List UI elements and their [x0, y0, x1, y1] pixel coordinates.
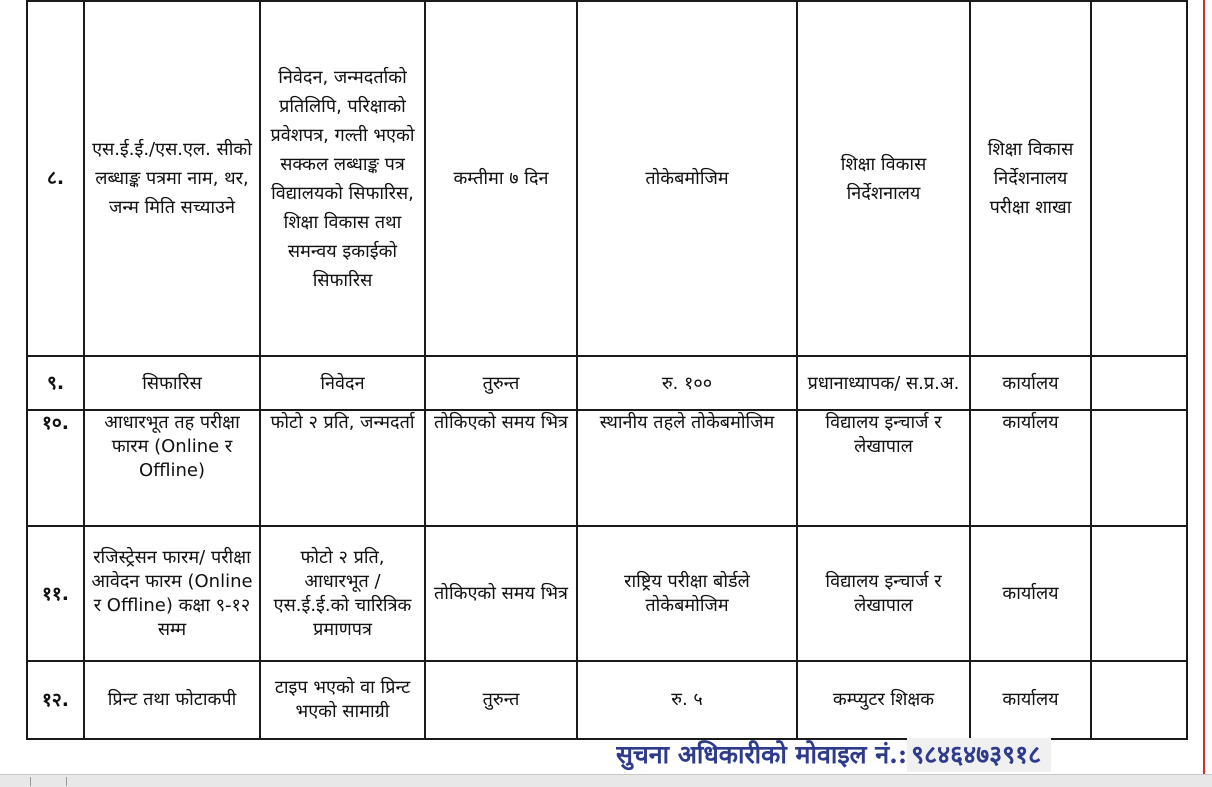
serial-number-cell: ११.: [27, 526, 84, 661]
table-row: [27, 526, 1187, 661]
official-cell: विद्यालय इन्चार्ज र लेखापाल: [797, 410, 970, 526]
office-cell: कार्यालय: [970, 356, 1091, 410]
fee-cell: रु. १००: [577, 356, 797, 410]
time-cell: तोकिएको समय भित्र: [425, 410, 577, 526]
remarks-cell: [1091, 1, 1187, 356]
remarks-cell: [1091, 356, 1187, 410]
table-row: [27, 410, 1187, 526]
time-cell: तुरुन्त: [425, 356, 577, 410]
documents-cell: निवेदन: [260, 356, 425, 410]
official-cell: शिक्षा विकास निर्देशनालय: [797, 1, 970, 356]
strip-tick: [30, 777, 31, 786]
service-cell: रजिस्ट्रेसन फारम/ परीक्षा आवेदन फारम (Online र Offline) कक्षा ९-१२ सम्म: [84, 526, 260, 661]
official-cell: प्रधानाध्यापक/ स.प्र.अ.: [797, 356, 970, 410]
strip-tick: [66, 777, 67, 786]
info-officer-phone: ९८४६४७३९१८: [907, 738, 1051, 772]
remarks-cell: [1091, 410, 1187, 526]
table-row: [27, 356, 1187, 410]
official-cell: कम्प्युटर शिक्षक: [797, 661, 970, 739]
documents-cell: फोटो २ प्रति, आधारभूत /एस.ई.ई.को चारित्रिक प्रमाणपत्र: [260, 526, 425, 661]
fee-cell: रु. ५: [577, 661, 797, 739]
time-cell: कम्तीमा ७ दिन: [425, 1, 577, 356]
fee-cell: स्थानीय तहले तोकेबमोजिम: [577, 410, 797, 526]
documents-cell: निवेदन, जन्मदर्ताको प्रतिलिपि, परिक्षाको प्रवेशपत्र, गल्ती भएको सक्कल लब्धाङ्क पत्र विद्यालयको सिफारिस, शिक्षा विकास तथा समन्वय इकाईको सिफारिस: [260, 1, 425, 356]
serial-number-cell: ८.: [27, 1, 84, 356]
documents-cell: टाइप भएको वा प्रिन्ट भएको सामाग्री: [260, 661, 425, 739]
bottom-scroll-strip: [0, 774, 1212, 787]
fee-cell: राष्ट्रिय परीक्षा बोर्डले तोकेबमोजिम: [577, 526, 797, 661]
serial-number-cell: ९.: [27, 356, 84, 410]
office-cell: कार्यालय: [970, 410, 1091, 526]
official-cell: विद्यालय इन्चार्ज र लेखापाल: [797, 526, 970, 661]
office-cell: कार्यालय: [970, 526, 1091, 661]
page-edge-line: [1203, 0, 1205, 786]
documents-cell: फोटो २ प्रति, जन्मदर्ता: [260, 410, 425, 526]
service-cell: एस.ई.ई./एस.एल. सीको लब्धाङ्क पत्रमा नाम, थर, जन्म मिति सच्याउने: [84, 1, 260, 356]
table-row: [27, 661, 1187, 739]
info-officer-label: सुचना अधिकारीको मोवाइल नं.:: [616, 740, 908, 769]
table-row: [27, 1, 1187, 356]
remarks-cell: [1091, 526, 1187, 661]
office-cell: शिक्षा विकास निर्देशनालय परीक्षा शाखा: [970, 1, 1091, 356]
serial-number-cell: १२.: [27, 661, 84, 739]
service-cell: आधारभूत तह परीक्षा फारम (Online र Offline): [84, 410, 260, 526]
service-cell: प्रिन्ट तथा फोटाकपी: [84, 661, 260, 739]
time-cell: तोकिएको समय भित्र: [425, 526, 577, 661]
fee-cell: तोकेबमोजिम: [577, 1, 797, 356]
service-cell: सिफारिस: [84, 356, 260, 410]
office-cell: कार्यालय: [970, 661, 1091, 739]
serial-number-cell: १०.: [27, 410, 84, 526]
service-table: [26, 0, 1188, 740]
info-officer-contact: [616, 738, 1176, 772]
remarks-cell: [1091, 661, 1187, 739]
time-cell: तुरुन्त: [425, 661, 577, 739]
